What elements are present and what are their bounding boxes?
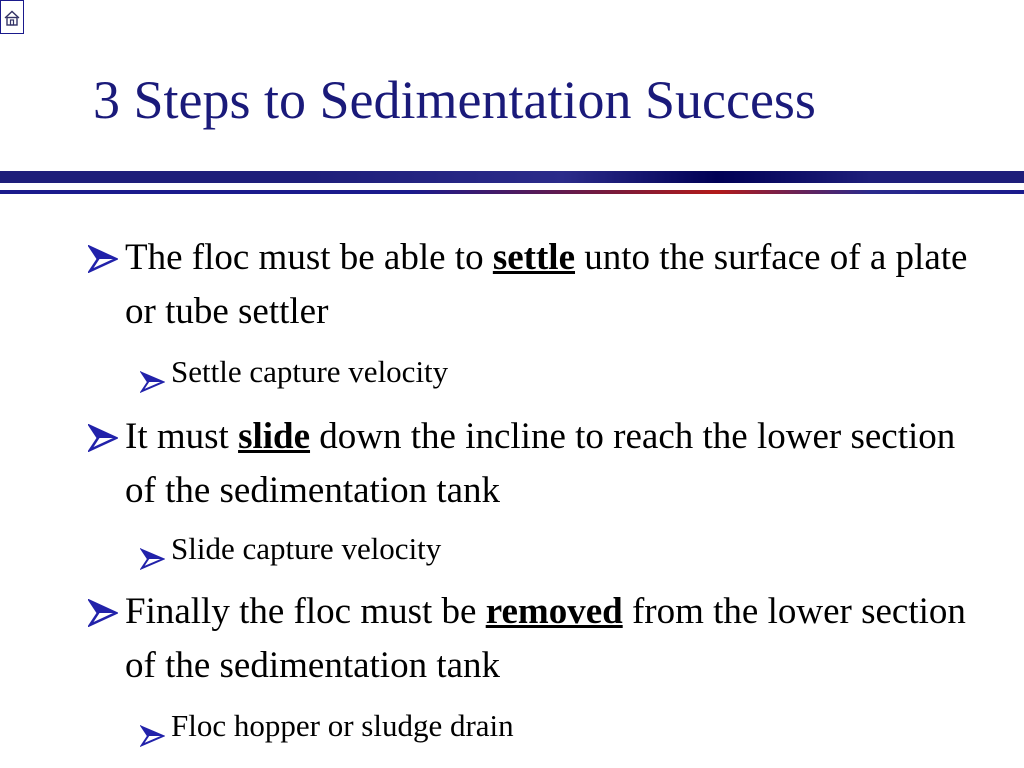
- bullet-item: [88, 410, 988, 518]
- arrow-bullet-icon: [88, 424, 118, 452]
- sub-bullet-item: [140, 352, 980, 392]
- title-divider-gap: [0, 183, 1024, 189]
- bullet-text: [88, 410, 988, 518]
- arrow-bullet-icon: [140, 717, 165, 757]
- sub-bullet-text: Settle capture velocity: [171, 354, 449, 389]
- bullet-text: [88, 231, 988, 339]
- arrow-bullet-icon: [140, 363, 165, 403]
- sub-bullet-text: Slide capture velocity: [171, 531, 442, 566]
- bullet-text: [88, 585, 988, 693]
- bullet-text-after: unto the surface of a plate or tube settler: [125, 237, 968, 332]
- bullet-text-before: The floc must be able to: [125, 237, 493, 278]
- bullet-emphasis: removed: [485, 591, 623, 632]
- bullet-text-before: Finally the floc must be: [125, 591, 486, 632]
- bullet-emphasis: slide: [238, 416, 311, 457]
- home-button[interactable]: [0, 0, 24, 34]
- bullet-item: [88, 231, 988, 339]
- home-icon: [4, 10, 20, 26]
- bullet-item: [88, 585, 988, 693]
- bullet-emphasis: settle: [492, 237, 576, 278]
- title-divider-thin: [0, 190, 1024, 194]
- bullet-text-after: down the incline to reach the lower section of the sedimentation tank: [125, 416, 956, 511]
- arrow-bullet-icon: [88, 599, 118, 627]
- sub-bullet-item: [140, 529, 980, 569]
- sub-bullet-text: Floc hopper or sludge drain: [171, 708, 514, 743]
- arrow-bullet-icon: [140, 540, 165, 580]
- bullet-text-after: from the lower section of the sedimentation tank: [125, 591, 966, 686]
- title-divider-thick: [0, 171, 1024, 183]
- arrow-bullet-icon: [88, 245, 118, 273]
- slide-title: 3 Steps to Sedimentation Success: [93, 70, 816, 130]
- sub-bullet-item: [140, 706, 980, 746]
- bullet-text-before: It must: [125, 416, 239, 457]
